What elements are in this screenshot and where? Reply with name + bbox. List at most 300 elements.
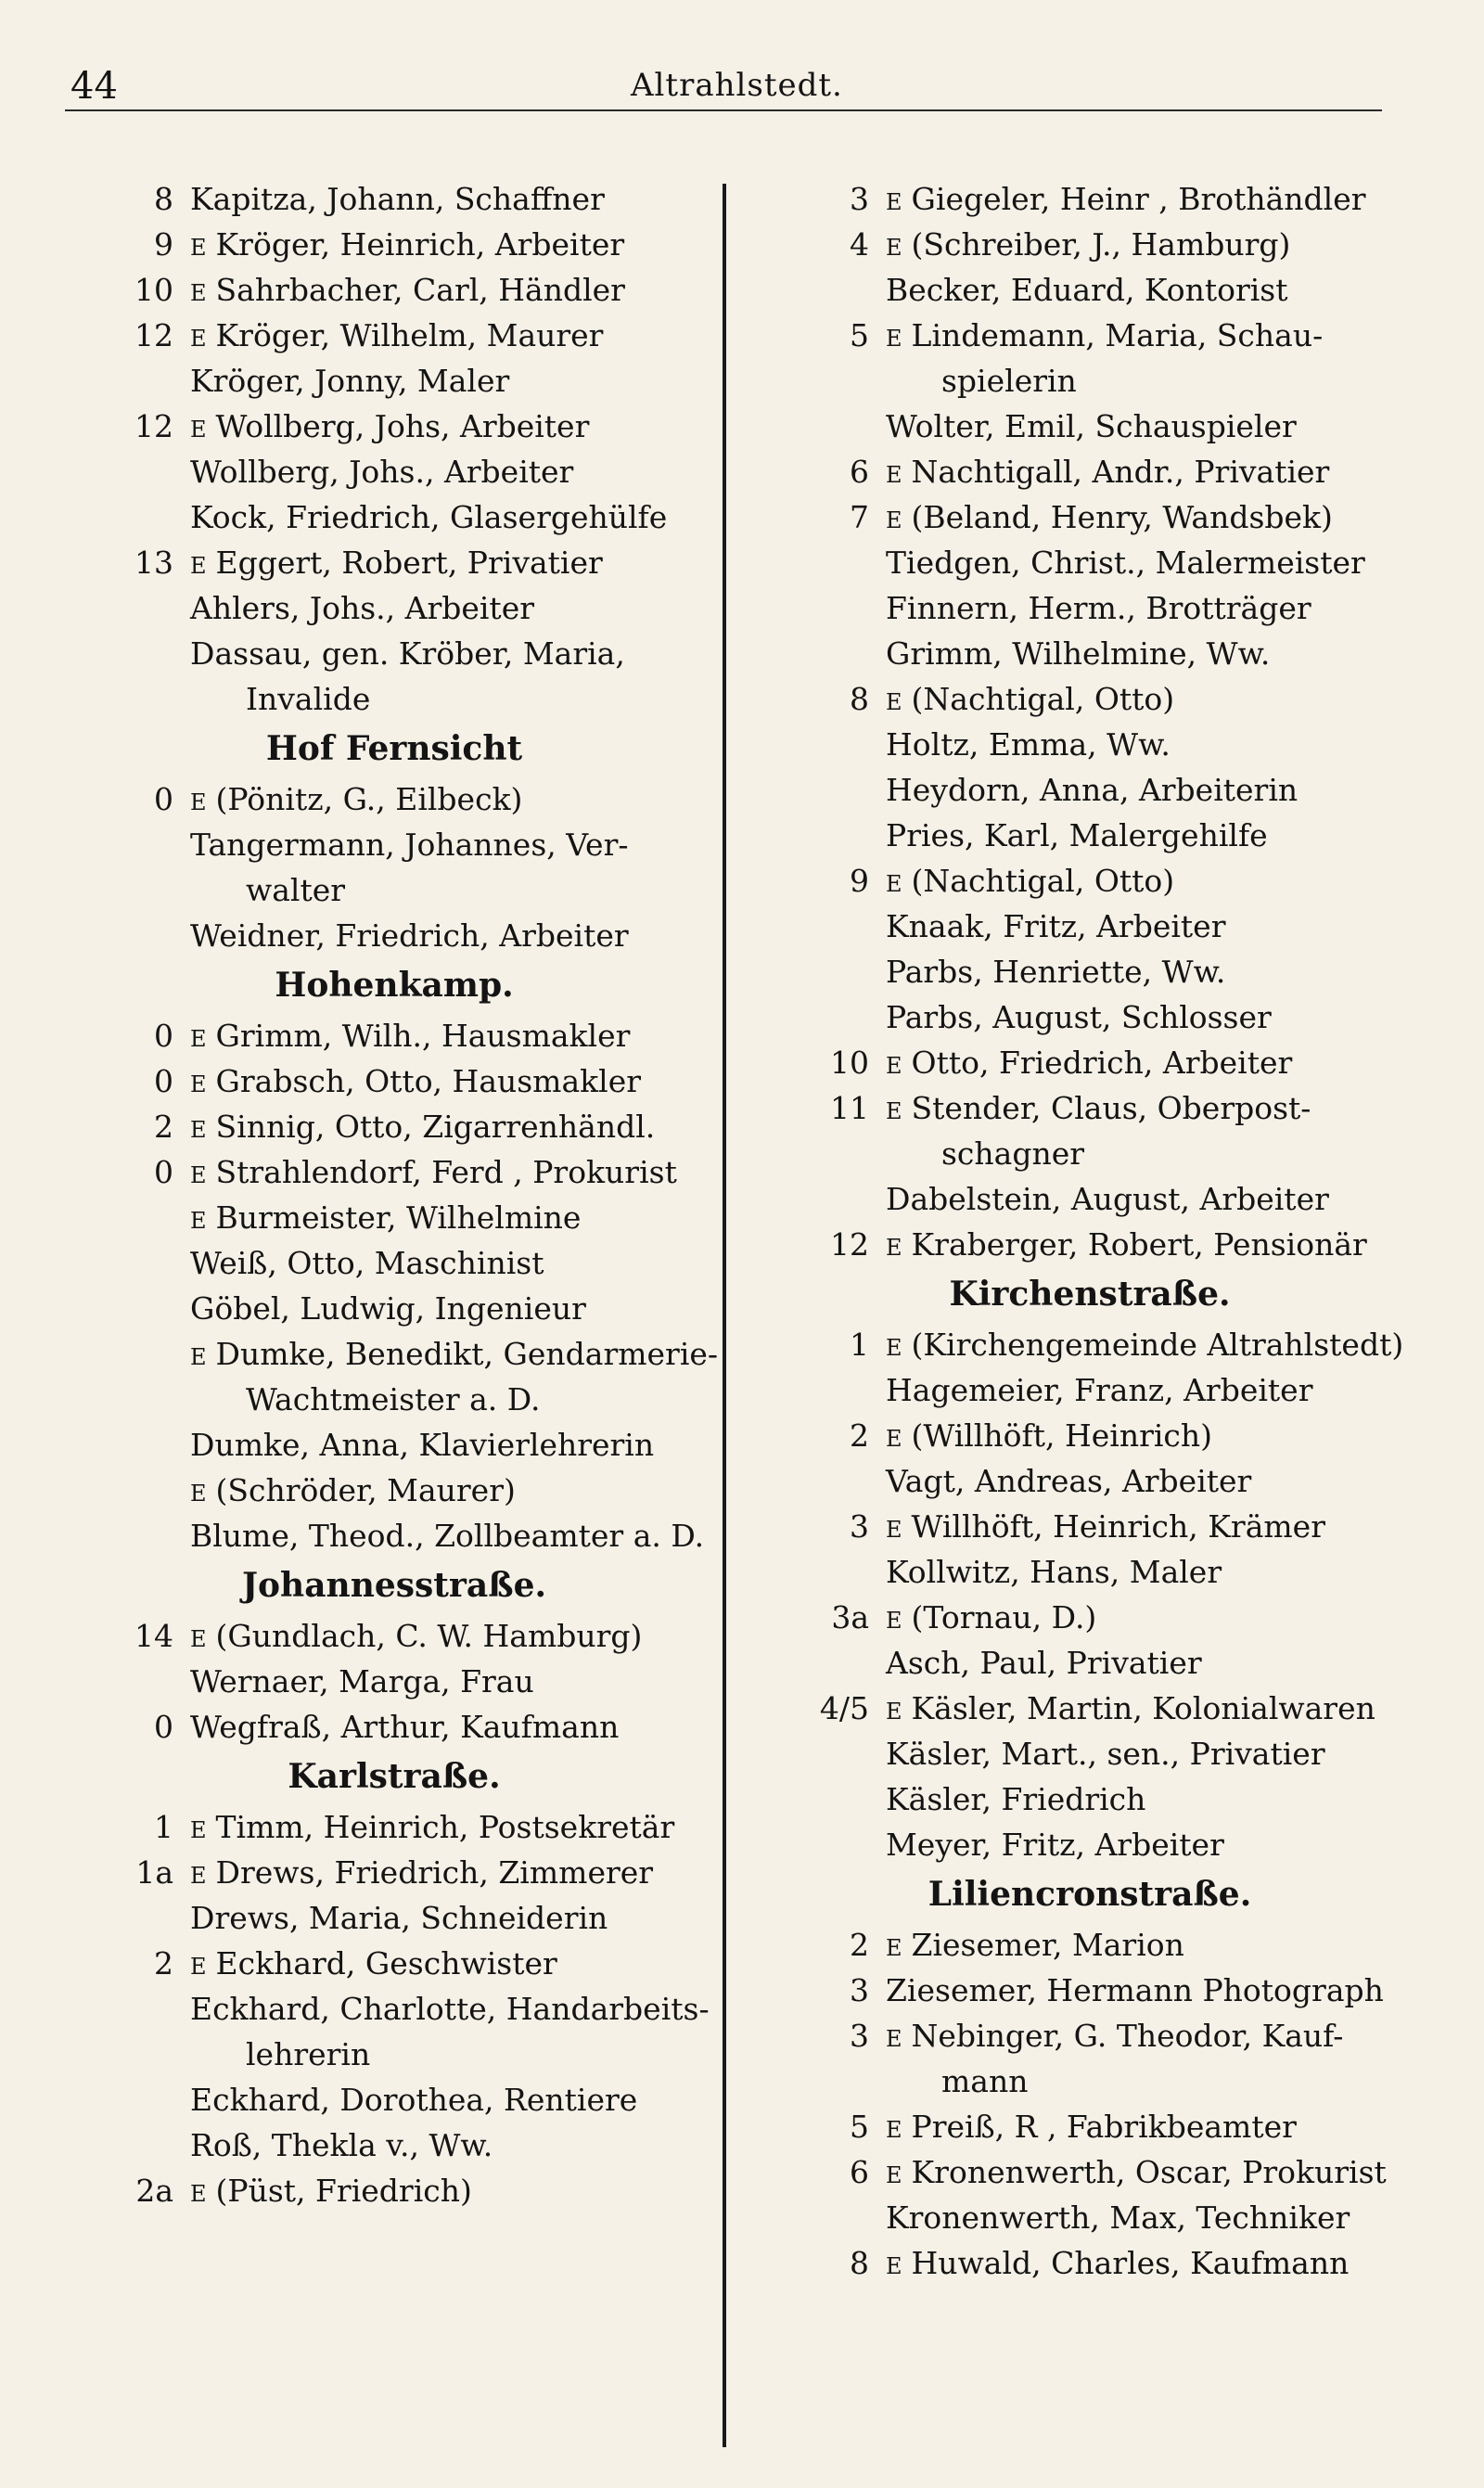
house-number: 5 bbox=[850, 2109, 869, 2145]
entry-name: Finnern, Herm., Brotträger bbox=[886, 590, 1311, 626]
entry-text bbox=[886, 1822, 1224, 1867]
entry-text bbox=[190, 776, 522, 826]
entry-name: Otto, Friedrich, Arbeiter bbox=[911, 1045, 1293, 1081]
directory-entry bbox=[765, 1131, 1414, 1176]
entry-name: Kröger, Heinrich, Arbeiter bbox=[215, 226, 625, 263]
house-number: 13 bbox=[134, 545, 173, 581]
owner-mark: E bbox=[886, 1935, 902, 1961]
street-heading: Hohenkamp. bbox=[275, 966, 514, 1005]
owner-mark: E bbox=[886, 1426, 902, 1452]
owner-mark: E bbox=[190, 553, 207, 579]
entry-name: (Nachtigal, Otto) bbox=[911, 681, 1175, 717]
directory-entry bbox=[70, 822, 719, 867]
entry-text bbox=[886, 676, 1174, 725]
directory-entry bbox=[765, 358, 1414, 404]
directory-entry bbox=[70, 867, 719, 913]
entry-text bbox=[190, 1286, 586, 1331]
directory-entry bbox=[70, 1468, 719, 1513]
entry-text bbox=[886, 1731, 1325, 1776]
directory-entry bbox=[765, 858, 1414, 904]
owner-mark: E bbox=[190, 1117, 207, 1143]
entry-name: Ziesemer, Hermann Photograph bbox=[886, 1972, 1384, 2008]
entry-text bbox=[190, 585, 534, 631]
owner-mark: E bbox=[190, 280, 207, 306]
entry-name: Dassau, gen. Kröber, Maria, bbox=[190, 635, 625, 672]
directory-entry bbox=[70, 1613, 719, 1659]
house-number: 1 bbox=[154, 1809, 173, 1845]
directory-entry bbox=[765, 1822, 1414, 1867]
directory-entry bbox=[70, 1895, 719, 1941]
entry-text bbox=[190, 540, 603, 589]
owner-mark: E bbox=[886, 2117, 902, 2143]
entry-name: Dabelstein, August, Arbeiter bbox=[886, 1181, 1329, 1217]
entry-name: Willhöft, Heinrich, Krämer bbox=[911, 1508, 1325, 1545]
owner-mark: E bbox=[190, 789, 207, 815]
directory-entry bbox=[70, 1377, 719, 1422]
directory-entry bbox=[765, 540, 1414, 585]
entry-name: Asch, Paul, Privatier bbox=[886, 1645, 1202, 1681]
entry-text bbox=[886, 1085, 1311, 1135]
owner-mark: E bbox=[190, 326, 207, 352]
entry-name: Wolter, Emil, Schauspieler bbox=[886, 408, 1297, 444]
entry-name: lehrerin bbox=[246, 2036, 371, 2072]
directory-entry bbox=[70, 449, 719, 494]
entry-name: Burmeister, Wilhelmine bbox=[215, 1199, 582, 1236]
directory-entry bbox=[765, 2104, 1414, 2149]
entry-name: Stender, Claus, Oberpost- bbox=[911, 1090, 1311, 1126]
entry-name: Holtz, Emma, Ww. bbox=[886, 726, 1171, 763]
entry-name: Sahrbacher, Carl, Händler bbox=[215, 272, 625, 308]
entry-name: Nebinger, G. Theodor, Kauf- bbox=[911, 2018, 1344, 2054]
entry-name: (Beland, Henry, Wandsbek) bbox=[911, 499, 1333, 535]
house-number: 0 bbox=[154, 781, 173, 817]
owner-mark: E bbox=[886, 1335, 902, 1361]
house-number: 0 bbox=[154, 1063, 173, 1099]
directory-entry bbox=[70, 222, 719, 267]
directory-entry bbox=[765, 1595, 1414, 1640]
entry-name: Meyer, Fritz, Arbeiter bbox=[886, 1827, 1224, 1863]
directory-entry bbox=[70, 2168, 719, 2213]
entry-name: Weiß, Otto, Maschinist bbox=[190, 1245, 544, 1281]
entry-text bbox=[941, 1131, 1084, 1176]
entry-text bbox=[190, 1804, 674, 1853]
directory-entry bbox=[70, 676, 719, 722]
directory-entry bbox=[765, 631, 1414, 676]
left-column bbox=[70, 176, 719, 2213]
directory-entry bbox=[765, 176, 1414, 222]
house-number: 4 bbox=[850, 226, 869, 263]
page-header bbox=[65, 65, 1382, 111]
entry-name: Wollberg, Johs., Arbeiter bbox=[190, 454, 574, 490]
entry-text bbox=[886, 1413, 1212, 1462]
owner-mark: E bbox=[886, 1699, 902, 1725]
house-number: 1a bbox=[135, 1854, 173, 1891]
owner-mark: E bbox=[190, 235, 207, 261]
entry-text bbox=[190, 1013, 630, 1062]
directory-entry bbox=[765, 1222, 1414, 1267]
entry-text bbox=[886, 767, 1298, 813]
entry-name: Heydorn, Anna, Arbeiterin bbox=[886, 772, 1298, 808]
entry-text bbox=[190, 1331, 718, 1380]
owner-mark: E bbox=[886, 1608, 902, 1634]
owner-mark: E bbox=[886, 1053, 902, 1079]
entry-name: (Tornau, D.) bbox=[911, 1599, 1097, 1635]
entry-text bbox=[886, 2149, 1387, 2199]
entry-name: walter bbox=[246, 872, 346, 908]
directory-entry bbox=[70, 913, 719, 958]
entry-text bbox=[886, 1222, 1367, 1271]
entry-text bbox=[190, 2122, 493, 2168]
directory-entry bbox=[70, 313, 719, 358]
entry-text bbox=[246, 867, 345, 913]
directory-entry bbox=[765, 2149, 1414, 2195]
entry-text bbox=[886, 904, 1225, 949]
owner-mark: E bbox=[886, 2162, 902, 2188]
house-number: 10 bbox=[134, 272, 173, 308]
entry-name: Strahlendorf, Ferd , Prokurist bbox=[215, 1154, 677, 1190]
entry-text bbox=[886, 1458, 1251, 1504]
entry-text bbox=[190, 1613, 642, 1662]
entry-name: Drews, Friedrich, Zimmerer bbox=[215, 1854, 654, 1891]
entry-name: Becker, Eduard, Kontorist bbox=[886, 272, 1288, 308]
street-heading: Johannesstraße. bbox=[241, 1566, 547, 1605]
entry-name: Kollwitz, Hans, Maler bbox=[886, 1554, 1222, 1590]
owner-mark: E bbox=[190, 1954, 207, 1980]
house-number: 6 bbox=[850, 2154, 869, 2190]
owner-mark: E bbox=[190, 1481, 207, 1507]
owner-mark: E bbox=[886, 326, 902, 352]
directory-entry bbox=[765, 222, 1414, 267]
house-number: 12 bbox=[830, 1226, 869, 1263]
entry-name: Invalide bbox=[246, 681, 371, 717]
entry-text bbox=[886, 1640, 1202, 1686]
street-heading: Karlstraße. bbox=[288, 1757, 501, 1796]
owner-mark: E bbox=[190, 417, 207, 442]
entry-name: Drews, Maria, Schneiderin bbox=[190, 1900, 608, 1936]
entry-name: Kröger, Wilhelm, Maurer bbox=[215, 317, 604, 353]
entry-name: Kronenwerth, Max, Techniker bbox=[886, 2199, 1350, 2236]
entry-name: Tiedgen, Christ., Malermeister bbox=[886, 545, 1365, 581]
entry-name: Käsler, Martin, Kolonialwaren bbox=[911, 1690, 1375, 1726]
entry-text bbox=[886, 1040, 1292, 1089]
entry-name: (Gundlach, C. W. Hamburg) bbox=[215, 1618, 643, 1654]
entry-text bbox=[246, 2032, 370, 2077]
entry-text bbox=[190, 404, 589, 453]
entry-text bbox=[190, 1104, 655, 1153]
street-heading: Kirchenstraße. bbox=[949, 1275, 1231, 1314]
directory-entry bbox=[70, 1659, 719, 1704]
entry-text bbox=[886, 994, 1272, 1040]
directory-entry bbox=[765, 949, 1414, 994]
entry-name: Sinnig, Otto, Zigarrenhändl. bbox=[215, 1109, 656, 1145]
entry-text bbox=[190, 176, 605, 222]
entry-text bbox=[886, 1322, 1403, 1371]
owner-mark: E bbox=[190, 1208, 207, 1234]
entry-text bbox=[886, 2104, 1297, 2153]
directory-entry bbox=[765, 494, 1414, 540]
street-heading: Hof Fernsicht bbox=[265, 729, 523, 768]
entry-text bbox=[886, 813, 1268, 858]
running-title: Altrahlstedt. bbox=[631, 67, 843, 104]
entry-name: Eggert, Robert, Privatier bbox=[215, 545, 603, 581]
directory-entry bbox=[765, 2013, 1414, 2058]
directory-entry bbox=[70, 1704, 719, 1750]
directory-entry bbox=[70, 1058, 719, 1104]
directory-entry bbox=[765, 1413, 1414, 1458]
entry-name: Wernaer, Marga, Frau bbox=[190, 1663, 534, 1699]
entry-name: schagner bbox=[941, 1135, 1085, 1172]
entry-text bbox=[941, 358, 1077, 404]
house-number: 14 bbox=[134, 1618, 173, 1654]
directory-entry bbox=[765, 813, 1414, 858]
entry-name: Kröger, Jonny, Maler bbox=[190, 363, 510, 399]
entry-text bbox=[886, 1776, 1145, 1822]
entry-text bbox=[886, 1922, 1184, 1971]
page-number: 44 bbox=[70, 65, 118, 108]
owner-mark: E bbox=[190, 1026, 207, 1052]
directory-entry bbox=[70, 1941, 719, 1986]
entry-text bbox=[886, 1968, 1384, 2013]
entry-text bbox=[886, 2013, 1343, 2062]
directory-entry bbox=[765, 1686, 1414, 1731]
entry-name: Eckhard, Dorothea, Rentiere bbox=[190, 2082, 638, 2118]
entry-text bbox=[886, 1367, 1313, 1413]
directory-entry bbox=[70, 1286, 719, 1331]
owner-mark: E bbox=[886, 235, 902, 261]
entry-text bbox=[886, 1504, 1325, 1553]
entry-name: Wollberg, Johs, Arbeiter bbox=[215, 408, 590, 444]
entry-text bbox=[886, 1549, 1222, 1595]
entry-text bbox=[886, 494, 1333, 544]
entry-text bbox=[886, 722, 1171, 767]
entry-name: Weidner, Friedrich, Arbeiter bbox=[190, 917, 629, 954]
entry-name: Vagt, Andreas, Arbeiter bbox=[886, 1463, 1252, 1499]
directory-entry bbox=[765, 2195, 1414, 2240]
entry-name: Hagemeier, Franz, Arbeiter bbox=[886, 1372, 1313, 1408]
directory-entry bbox=[765, 1040, 1414, 1085]
entry-text bbox=[190, 822, 629, 867]
directory-entry bbox=[765, 676, 1414, 722]
entry-text bbox=[190, 1895, 608, 1941]
house-number: 0 bbox=[154, 1018, 173, 1054]
directory-entry bbox=[765, 2058, 1414, 2104]
entry-name: Parbs, August, Schlosser bbox=[886, 999, 1272, 1035]
entry-name: Kock, Friedrich, Glasergehülfe bbox=[190, 499, 668, 535]
directory-entry bbox=[70, 2077, 719, 2122]
entry-name: Ziesemer, Marion bbox=[911, 1927, 1184, 1963]
directory-entry bbox=[765, 722, 1414, 767]
entry-text bbox=[886, 222, 1290, 271]
column-divider bbox=[723, 184, 726, 2447]
right-column bbox=[765, 176, 1414, 2286]
entry-text bbox=[886, 949, 1225, 994]
entry-name: (Schreiber, J., Hamburg) bbox=[911, 226, 1291, 263]
entry-text bbox=[190, 267, 625, 316]
directory-entry bbox=[765, 1176, 1414, 1222]
house-number: 8 bbox=[850, 2245, 869, 2281]
directory-entry bbox=[765, 2240, 1414, 2286]
directory-entry bbox=[70, 2032, 719, 2077]
entry-name: Kronenwerth, Oscar, Prokurist bbox=[911, 2154, 1387, 2190]
owner-mark: E bbox=[190, 1344, 207, 1370]
house-number: 7 bbox=[850, 499, 869, 535]
entry-name: Grabsch, Otto, Hausmakler bbox=[215, 1063, 642, 1099]
directory-entry bbox=[70, 1195, 719, 1240]
entry-text bbox=[886, 313, 1323, 362]
owner-mark: E bbox=[190, 1071, 207, 1097]
entry-text bbox=[190, 1149, 677, 1199]
directory-entry bbox=[70, 776, 719, 822]
house-number: 12 bbox=[134, 408, 173, 444]
directory-entry bbox=[70, 2122, 719, 2168]
entry-text bbox=[886, 449, 1329, 498]
entry-text bbox=[190, 2168, 472, 2217]
directory-entry bbox=[765, 767, 1414, 813]
directory-entry bbox=[765, 404, 1414, 449]
entry-name: Roß, Thekla v., Ww. bbox=[190, 2127, 493, 2163]
entry-name: Dumke, Benedikt, Gendarmerie- bbox=[215, 1336, 719, 1372]
directory-entry bbox=[765, 1085, 1414, 1131]
entry-text bbox=[190, 1941, 557, 1990]
entry-name: Wegfraß, Arthur, Kaufmann bbox=[190, 1709, 620, 1745]
directory-entry bbox=[70, 267, 719, 313]
entry-text bbox=[886, 631, 1270, 676]
house-number: 9 bbox=[850, 863, 869, 899]
entry-text bbox=[886, 404, 1297, 449]
entry-text bbox=[190, 1659, 534, 1704]
entry-text bbox=[246, 1377, 541, 1422]
entry-name: Göbel, Ludwig, Ingenieur bbox=[190, 1290, 586, 1327]
entry-name: Eckhard, Geschwister bbox=[215, 1945, 557, 1981]
house-number: 9 bbox=[154, 226, 173, 263]
owner-mark: E bbox=[886, 2026, 902, 2052]
entry-name: Ahlers, Johs., Arbeiter bbox=[190, 590, 534, 626]
entry-name: Grimm, Wilh., Hausmakler bbox=[215, 1018, 631, 1054]
owner-mark: E bbox=[886, 871, 902, 897]
entry-text bbox=[886, 176, 1366, 225]
entry-text bbox=[246, 676, 370, 722]
directory-entry bbox=[70, 1804, 719, 1850]
entry-text bbox=[941, 2058, 1028, 2104]
directory-entry bbox=[70, 358, 719, 404]
directory-entry bbox=[70, 1850, 719, 1895]
entry-name: Tangermann, Johannes, Ver- bbox=[190, 827, 629, 863]
owner-mark: E bbox=[190, 2181, 207, 2207]
house-number: 2 bbox=[850, 1927, 869, 1963]
house-number: 2 bbox=[154, 1109, 173, 1145]
entry-name: Käsler, Mart., sen., Privatier bbox=[886, 1736, 1325, 1772]
owner-mark: E bbox=[886, 1517, 902, 1543]
entry-name: Lindemann, Maria, Schau- bbox=[911, 317, 1324, 353]
directory-entry bbox=[765, 1731, 1414, 1776]
entry-text bbox=[190, 631, 625, 676]
street-heading: Liliencronstraße. bbox=[928, 1875, 1252, 1914]
entry-text bbox=[190, 222, 624, 271]
entry-text bbox=[190, 494, 667, 540]
house-number: 3 bbox=[850, 1972, 869, 2008]
directory-entry bbox=[765, 1367, 1414, 1413]
directory-entry bbox=[765, 1776, 1414, 1822]
entry-name: (Nachtigal, Otto) bbox=[911, 863, 1175, 899]
entry-name: Giegeler, Heinr , Brothändler bbox=[911, 181, 1366, 217]
entry-name: Timm, Heinrich, Postsekretär bbox=[215, 1809, 675, 1845]
directory-entry bbox=[765, 1504, 1414, 1549]
entry-name: (Schröder, Maurer) bbox=[215, 1472, 516, 1508]
directory-entry bbox=[70, 404, 719, 449]
house-number: 4/5 bbox=[819, 1690, 869, 1726]
entry-text bbox=[886, 858, 1174, 907]
entry-name: Kapitza, Johann, Schaffner bbox=[190, 181, 605, 217]
entry-text bbox=[886, 1595, 1096, 1644]
directory-entry bbox=[765, 1322, 1414, 1367]
entry-name: Knaak, Fritz, Arbeiter bbox=[886, 908, 1226, 944]
entry-name: Wachtmeister a. D. bbox=[246, 1381, 541, 1417]
house-number: 1 bbox=[850, 1327, 869, 1363]
entry-name: Eckhard, Charlotte, Handarbeits- bbox=[190, 1991, 710, 2027]
owner-mark: E bbox=[886, 1098, 902, 1124]
house-number: 11 bbox=[830, 1090, 869, 1126]
house-number: 8 bbox=[154, 181, 173, 217]
directory-entry bbox=[765, 449, 1414, 494]
directory-entry bbox=[765, 267, 1414, 313]
entry-text bbox=[190, 1850, 653, 1899]
directory-entry bbox=[765, 313, 1414, 358]
entry-name: Parbs, Henriette, Ww. bbox=[886, 954, 1226, 990]
entry-text bbox=[190, 2077, 637, 2122]
owner-mark: E bbox=[190, 1817, 207, 1843]
entry-text bbox=[886, 540, 1365, 585]
house-number: 3a bbox=[831, 1599, 869, 1635]
directory-entry bbox=[70, 494, 719, 540]
owner-mark: E bbox=[886, 462, 902, 488]
house-number: 12 bbox=[134, 317, 173, 353]
entry-name: Käsler, Friedrich bbox=[886, 1781, 1146, 1817]
entry-name: mann bbox=[941, 2063, 1029, 2099]
house-number: 3 bbox=[850, 2018, 869, 2054]
entry-name: Huwald, Charles, Kaufmann bbox=[911, 2245, 1350, 2281]
entry-name: (Willhöft, Heinrich) bbox=[911, 1417, 1213, 1454]
entry-text bbox=[190, 1240, 544, 1286]
directory-entry bbox=[765, 1640, 1414, 1686]
entry-text bbox=[190, 449, 573, 494]
entry-text bbox=[886, 2195, 1350, 2240]
entry-text bbox=[190, 1195, 581, 1244]
entry-text bbox=[190, 913, 629, 958]
entry-text bbox=[190, 313, 603, 362]
directory-entry bbox=[70, 1240, 719, 1286]
directory-entry bbox=[70, 631, 719, 676]
entry-text bbox=[190, 1704, 619, 1750]
directory-entry bbox=[765, 1549, 1414, 1595]
directory-entry bbox=[70, 585, 719, 631]
entry-text bbox=[886, 1176, 1329, 1222]
directory-entry bbox=[765, 904, 1414, 949]
directory-entry bbox=[765, 1968, 1414, 2013]
owner-mark: E bbox=[190, 1626, 207, 1652]
entry-name: Grimm, Wilhelmine, Ww. bbox=[886, 635, 1271, 672]
house-number: 0 bbox=[154, 1154, 173, 1190]
directory-entry bbox=[70, 1422, 719, 1468]
entry-text bbox=[886, 267, 1287, 313]
owner-mark: E bbox=[886, 689, 902, 715]
entry-text bbox=[886, 585, 1311, 631]
entry-name: Blume, Theod., Zollbeamter a. D. bbox=[190, 1518, 705, 1554]
house-number: 6 bbox=[850, 454, 869, 490]
entry-text bbox=[886, 2240, 1349, 2289]
directory-entry bbox=[765, 1922, 1414, 1968]
entry-name: (Kirchengemeinde Altrahlstedt) bbox=[911, 1327, 1404, 1363]
house-number: 3 bbox=[850, 1508, 869, 1545]
